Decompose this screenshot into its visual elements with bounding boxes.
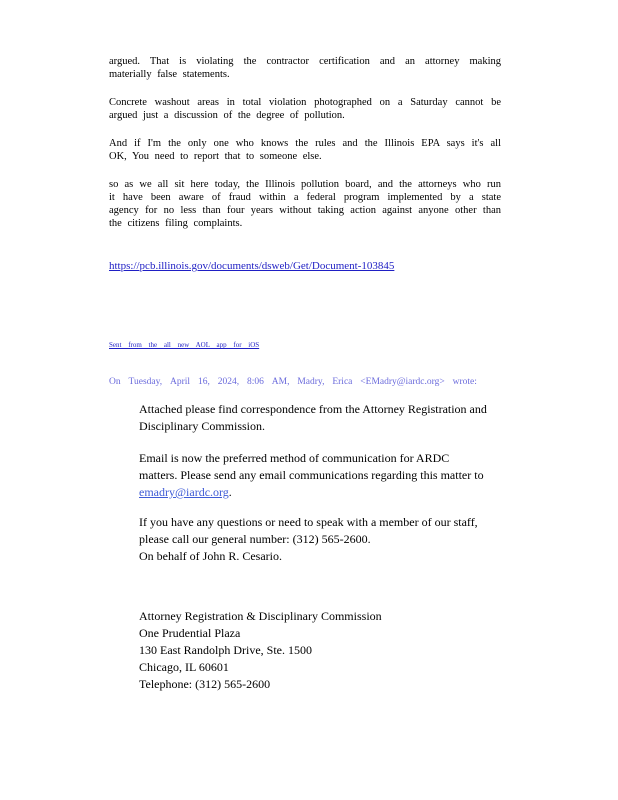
quoted-paragraph-2-end: . bbox=[228, 485, 232, 499]
sent-from-signature[interactable]: Sent from the all new AOL app for iOS bbox=[109, 341, 260, 349]
body-paragraph-1: argued. That is violating the contractor certification and an attorney making materially false statements. bbox=[109, 56, 501, 80]
reply-header-word: April bbox=[170, 377, 191, 387]
reply-header-word: AM, bbox=[271, 377, 290, 387]
signature-line-phone: Telephone: (312) 565-2600 bbox=[139, 677, 271, 691]
document-link-text[interactable]: https://pcb.illinois.gov/documents/dsweb/Get/Document-103845 bbox=[109, 260, 395, 272]
signature-line-street: 130 East Randolph Drive, Ste. 1500 bbox=[139, 643, 312, 657]
quoted-paragraph-3: If you have any questions or need to speak with a member of our staff, please call our general number: (312) 565-2600. bbox=[139, 515, 478, 546]
ardc-email-link[interactable]: emadry@iardc.org bbox=[139, 485, 229, 499]
signature-line-org: Attorney Registration & Disciplinary Commission bbox=[139, 609, 382, 623]
signature-line-city: Chicago, IL 60601 bbox=[139, 660, 229, 674]
quoted-paragraph-4: On behalf of John R. Cesario. bbox=[139, 549, 282, 563]
reply-header-word: On bbox=[109, 377, 121, 387]
reply-header-word: Erica bbox=[332, 377, 353, 387]
signature-block bbox=[139, 608, 489, 693]
reply-header-word: 2024, bbox=[217, 377, 240, 387]
quoted-paragraph-2-text: Email is now the preferred method of communication for ARDC matters. Please send any email communications regarding this matter to bbox=[139, 451, 484, 482]
body-paragraph-4: so as we all sit here today, the Illinois pollution board, and the attorneys who run it have been aware of fraud within a federal program implemented by a state agency for no less than four years without taking action against anyone other than the citizens filing complaints. bbox=[109, 179, 501, 229]
reply-header-word: 16, bbox=[197, 377, 210, 387]
reply-header-word: Madry, bbox=[297, 377, 325, 387]
body-paragraph-2: Concrete washout areas in total violation photographed on a Saturday cannot be argued just a discussion of the degree of pollution. bbox=[109, 97, 501, 121]
body-paragraph-3: And if I'm the only one who knows the rules and the Illinois EPA says it's all OK, You need to report that to someone else. bbox=[109, 138, 501, 162]
reply-header-word: Tuesday, bbox=[128, 377, 163, 387]
signature-line-building: One Prudential Plaza bbox=[139, 626, 241, 640]
reply-header-word: wrote: bbox=[452, 377, 477, 387]
quoted-paragraph-2 bbox=[139, 450, 489, 501]
reply-header-sender-email: <EMadry@iardc.org> bbox=[360, 377, 445, 387]
document-link[interactable] bbox=[109, 259, 436, 273]
reply-header-word: 8:06 bbox=[247, 377, 264, 387]
reply-header bbox=[109, 376, 477, 388]
quoted-paragraph-1: Attached please find correspondence from the Attorney Registration and Disciplinary Commission. bbox=[139, 402, 487, 433]
